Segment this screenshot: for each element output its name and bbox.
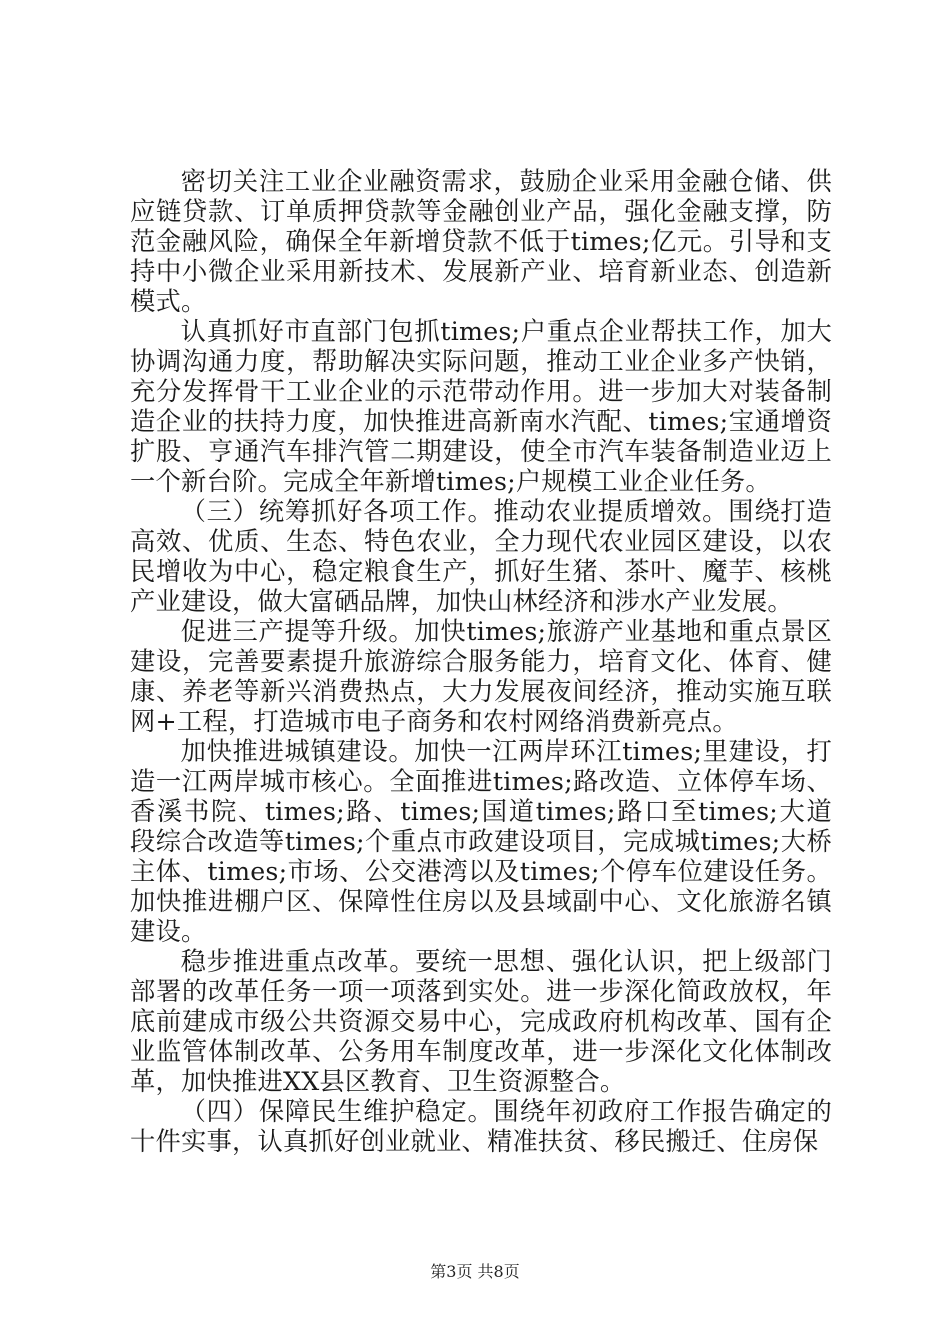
paragraph-livelihood: （四）保障民生维护稳定。围绕年初政府工作报告确定的十件实事，认真抓好创业就业、精准扶贫、移民搬迁、住房保 [130, 1097, 832, 1156]
paragraph-enterprise-support: 认真抓好市直部门包抓times;户重点企业帮扶工作，加大协调沟通力度，帮助解决实际问题，推动工业企业多产快销，充分发挥骨干工业企业的示范带动作用。进一步加大对装备制造企业的扶持力度，加快推进高新南水汽配、times;宝通增资扩股、亨通汽车排汽管二期建设，使全市汽车装备制造业迈上一个新台阶。完成全年新增times;户规模工业企业任务。 [130, 317, 832, 496]
paragraph-reform: 稳步推进重点改革。要统一思想、强化认识，把上级部门部署的改革任务一项一项落到实处。进一步深化简政放权，年底前建成市级公共资源交易中心，完成政府机构改革、国有企业监管体制改革、公务用车制度改革，进一步深化文化体制改革，加快推进XX县区教育、卫生资源整合。 [130, 947, 832, 1096]
paragraph-agriculture: （三）统筹抓好各项工作。推动农业提质增效。围绕打造高效、优质、生态、特色农业，全力现代农业园区建设，以农民增收为中心，稳定粮食生产，抓好生猪、茶叶、魔芋、核桃产业建设，做大富硒品牌，加快山林经济和涉水产业发展。 [130, 497, 832, 616]
paragraph-financing: 密切关注工业企业融资需求，鼓励企业采用金融仓储、供应链贷款、订单质押贷款等金融创业产品，强化金融支撑，防范金融风险，确保全年新增贷款不低于times;亿元。引导和支持中小微企业采用新技术、发展新产业、培育新业态、创造新模式。 [130, 167, 832, 316]
paragraph-urban-construction: 加快推进城镇建设。加快一江两岸环江times;里建设，打造一江两岸城市核心。全面推进times;路改造、立体停车场、香溪书院、times;路、times;国道times;路口至times;大道段综合改造等times;个重点市政建设项目，完成城times;大桥主体、times;市场、公交港湾以及times;个停车位建设任务。加快推进棚户区、保障性住房以及县域副中心、文化旅游名镇建设。 [130, 737, 832, 946]
paragraph-tertiary-industry: 促进三产提等升级。加快times;旅游产业基地和重点景区建设，完善要素提升旅游综合服务能力，培育文化、体育、健康、养老等新兴消费热点，大力发展夜间经济，推动实施互联网+工程，打造城市电子商务和农村网络消费新亮点。 [130, 617, 832, 736]
page-number-footer: 第3页 共8页 [430, 1262, 520, 1281]
document-body [130, 167, 832, 1157]
